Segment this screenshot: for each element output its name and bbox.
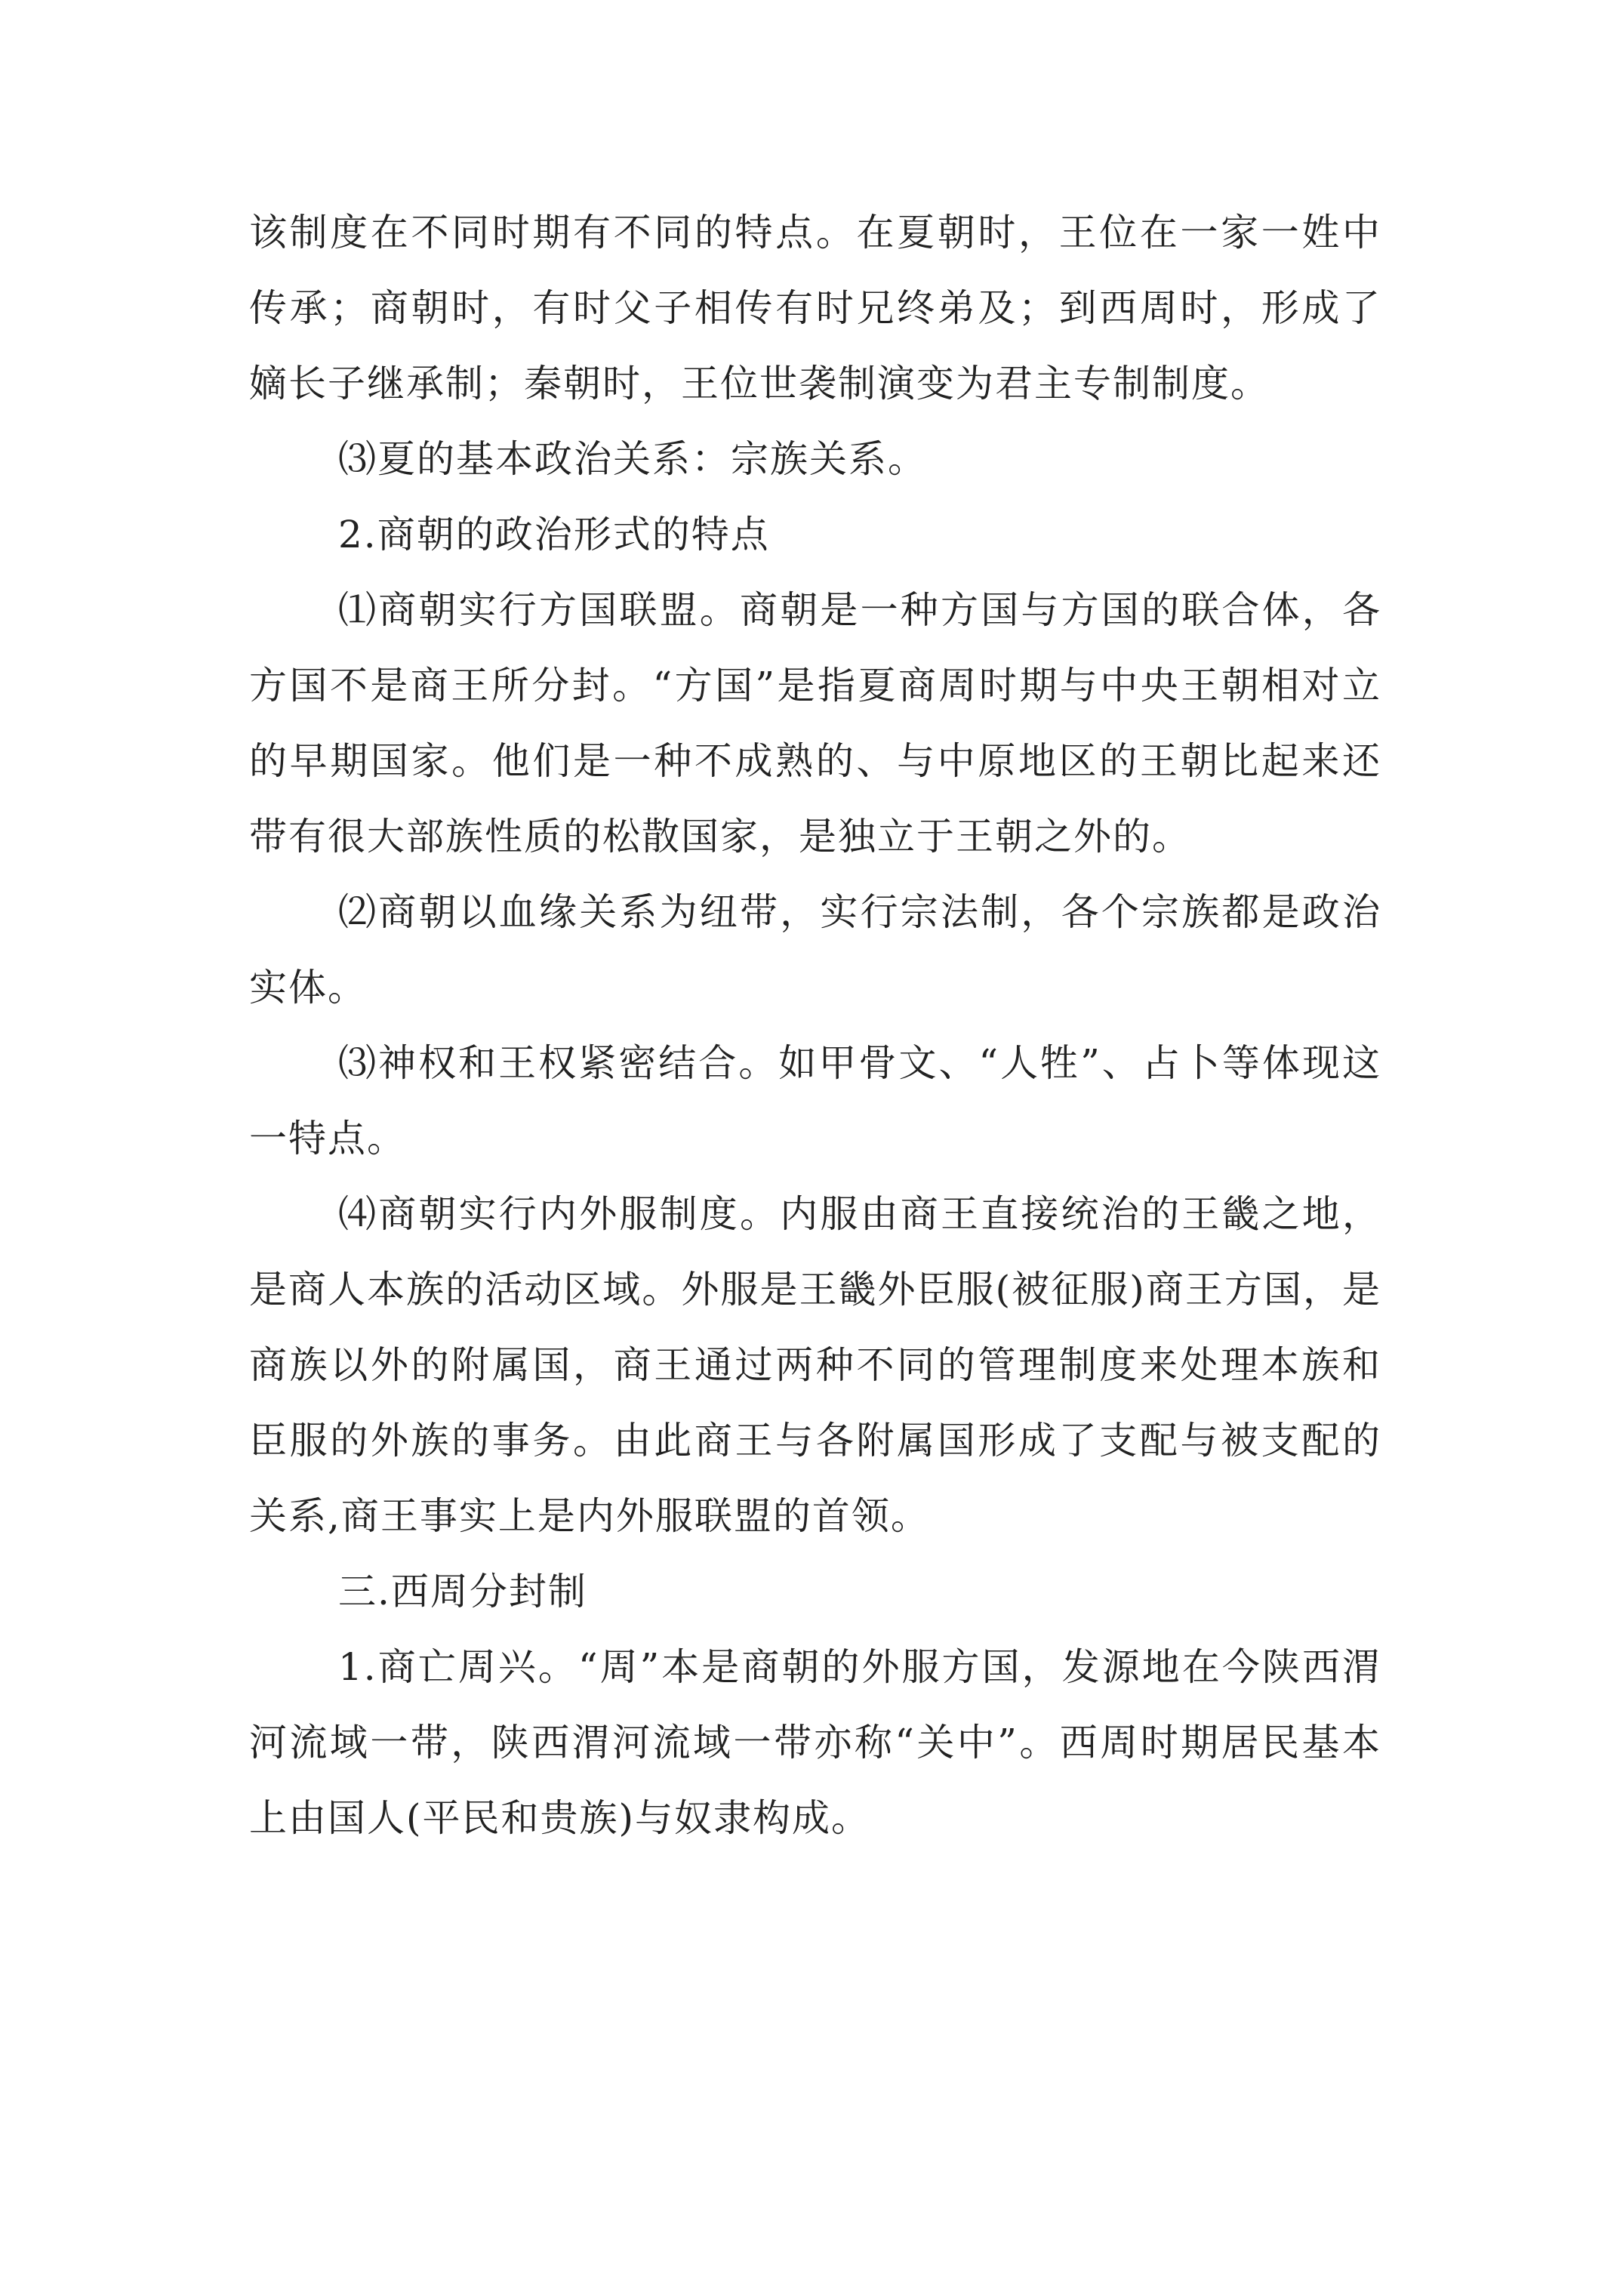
paragraph-shang-theocracy: ⑶神权和王权紧密结合。如甲骨文、“人牲”、占卜等体现这一特点。 [249, 1041, 1381, 1160]
section-heading-western-zhou: 三.西周分封制 [338, 1570, 587, 1613]
paragraph-shang-neiwaifu: ⑷商朝实行内外服制度。内服由商王直接统治的王畿之地，是商人本族的活动区域。外服是王畿外臣服(被征服)商王方国，是商族以外的附属国，商王通过两种不同的管理制度来处理本族和臣服的外族的事务。由此商王与各附属国形成了支配与被支配的关系,商王事实上是内外服联盟的首领。 [249, 1192, 1381, 1538]
paragraph-zhou-rise: 1.商亡周兴。“周”本是商朝的外服方国，发源地在今陕西渭河流域一带，陕西渭河流域一带亦称“关中”。西周时期居民基本上由国人(平民和贵族)与奴隶构成。 [249, 1645, 1381, 1840]
section-heading-shang-politics: 2.商朝的政治形式的特点 [338, 513, 770, 556]
paragraph-shang-fangguo: ⑴商朝实行方国联盟。商朝是一种方国与方国的联合体，各方国不是商王所分封。“方国”是指夏商周时期与中央王朝相对立的早期国家。他们是一种不成熟的、与中原地区的王朝比起来还带有很大部族性质的松散国家，是独立于王朝之外的。 [249, 588, 1381, 858]
paragraph-shang-clan-system: ⑵商朝以血缘关系为纽带，实行宗法制，各个宗族都是政治实体。 [249, 890, 1381, 1009]
document-body [249, 195, 1381, 1856]
paragraph-continuation: 该制度在不同时期有不同的特点。在夏朝时，王位在一家一姓中传承；商朝时，有时父子相传有时兄终弟及；到西周时，形成了嫡长子继承制；秦朝时，王位世袭制演变为君主专制制度。 [249, 211, 1381, 405]
paragraph-xia-political-relations: ⑶夏的基本政治关系：宗族关系。 [338, 437, 927, 481]
